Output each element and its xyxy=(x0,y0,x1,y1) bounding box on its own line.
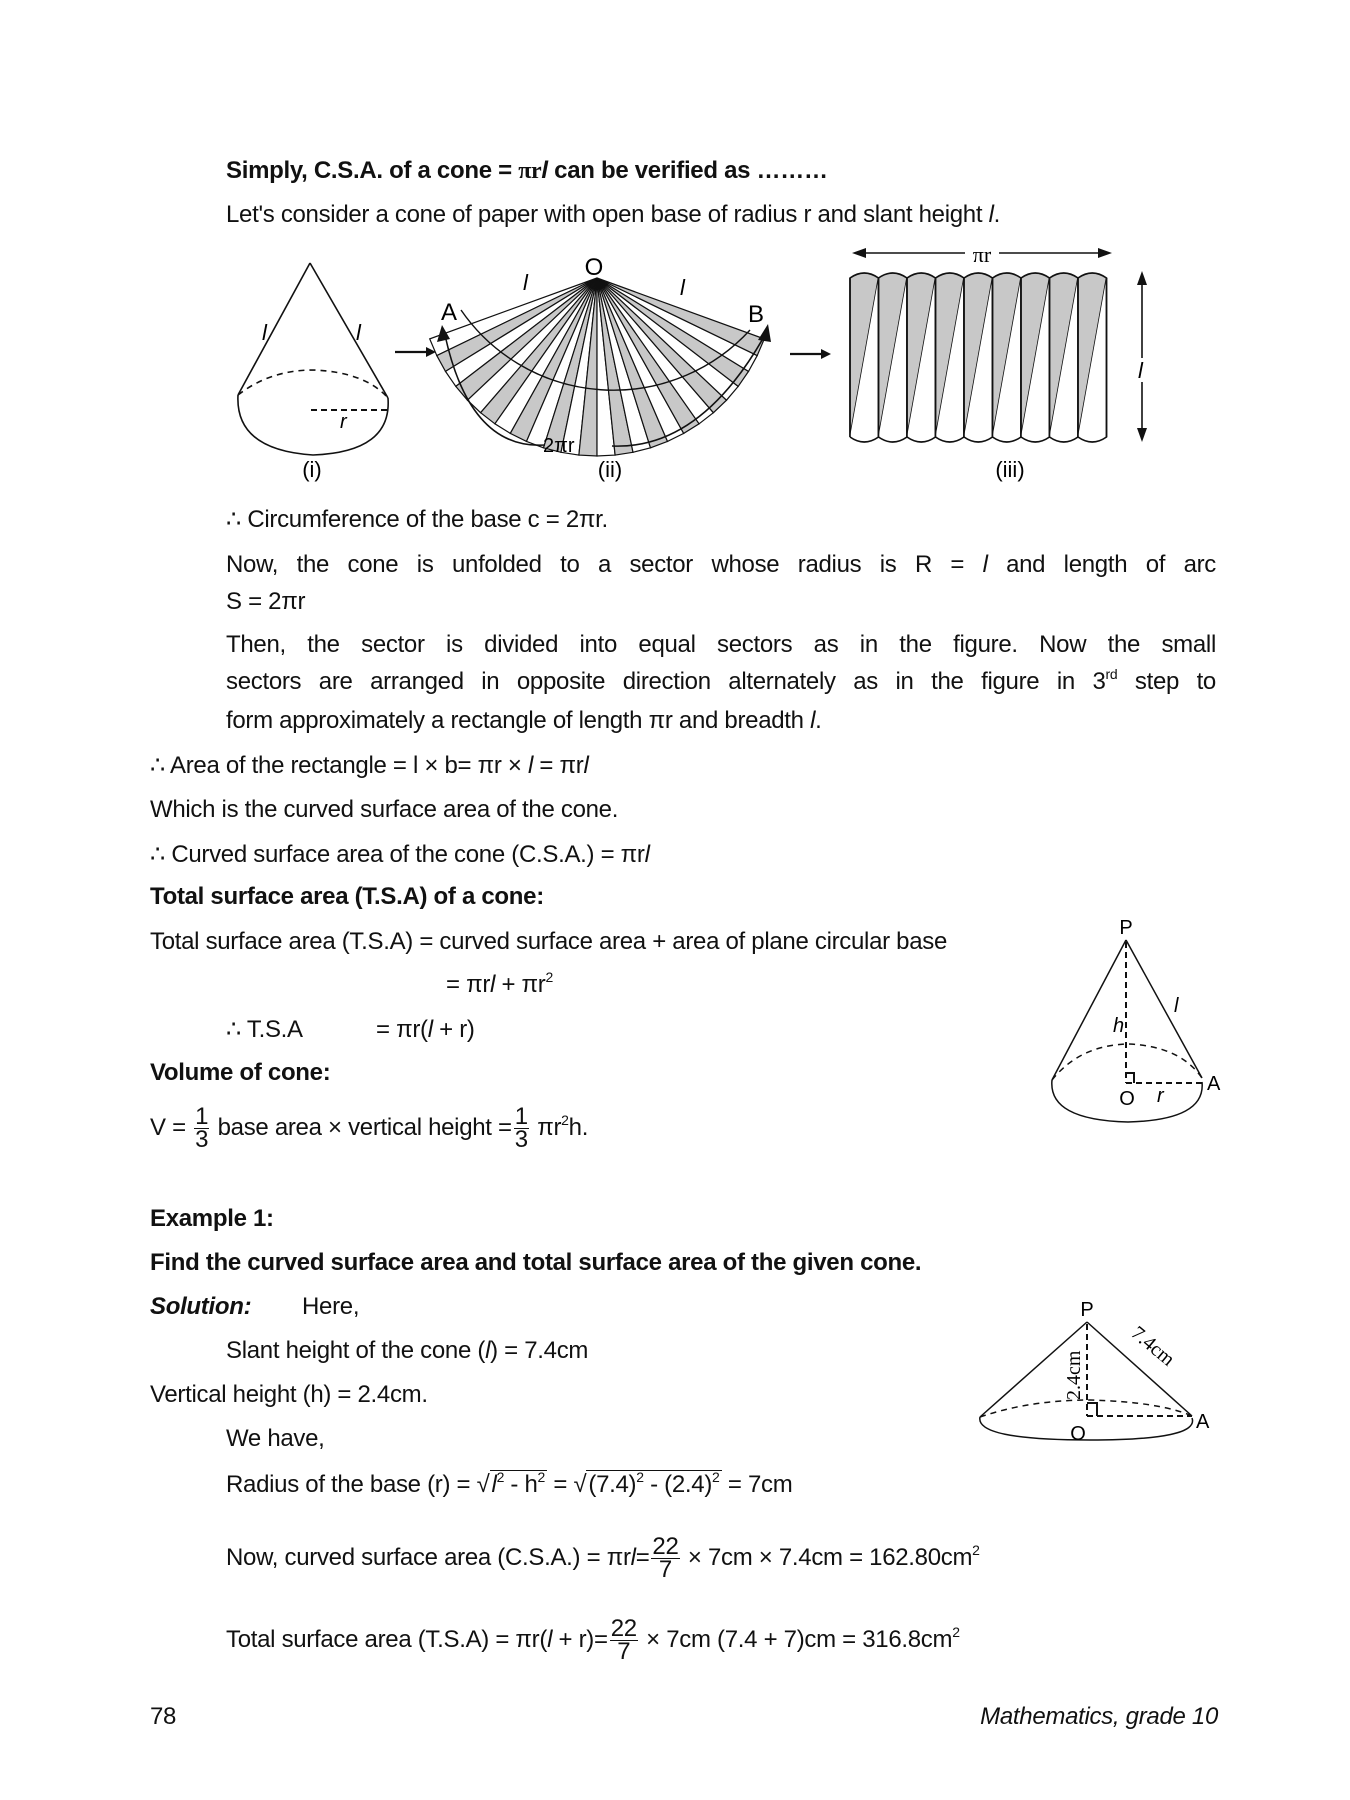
tsa-line-2-sup: 2 xyxy=(545,969,553,985)
solution-label: Solution: xyxy=(150,1293,252,1320)
caption-iii: (iii) xyxy=(995,457,1025,482)
caption-ii: (ii) xyxy=(597,457,623,482)
heading-l: l xyxy=(541,157,548,184)
sector-point-a-label: A xyxy=(441,299,458,326)
area-text-b: = πr xyxy=(533,752,584,779)
tsa-text-b: + r)= xyxy=(552,1625,608,1653)
area-l2: l xyxy=(583,752,589,779)
caption-i: (i) xyxy=(302,457,322,482)
csa-result-text: ∴ Curved surface area of the cone (C.S.A.) = πr xyxy=(150,841,645,868)
tsa-line-2-a: = πr xyxy=(446,971,491,998)
unfold-l: l xyxy=(982,551,988,578)
tsa-line-1: Total surface area (T.S.A) = curved surface area + area of plane circular base xyxy=(150,928,948,955)
sector-line-2-text: sectors are arranged in opposite direction alternately as in the figure in 3 xyxy=(226,668,1106,695)
cone-radius-label: r xyxy=(340,411,347,433)
example-center-o-label: O xyxy=(1070,1423,1086,1445)
tsa-heading: Total surface area (T.S.A) of a cone: xyxy=(150,883,544,910)
sqrt-a: (7.4) xyxy=(588,1471,637,1498)
tsa-line-3-b: + r) xyxy=(432,1016,475,1043)
sector-line-3-text: form approximately a rectangle of length πr and breadth xyxy=(226,707,811,734)
example-heading: Example 1: xyxy=(150,1205,274,1232)
slant-value: ) = 7.4cm xyxy=(490,1337,589,1364)
tsa-line-3-label: ∴ T.S.A xyxy=(226,1016,303,1043)
sector-line-3-l: l xyxy=(810,707,816,734)
volume-v: V = xyxy=(150,1113,193,1141)
csa-result: × 7cm × 7.4cm = 162.80cm xyxy=(681,1543,973,1571)
center-o-label: O xyxy=(1119,1088,1135,1110)
area-text: ∴ Area of the rectangle = l × b= πr × xyxy=(150,752,528,779)
example-slant-label: 7.4cm xyxy=(1126,1321,1179,1371)
sector-line-3-end: . xyxy=(815,707,822,734)
volume-end-b: h. xyxy=(568,1113,589,1141)
rect-breadth-label: l xyxy=(1138,358,1143,383)
rect-length-label: πr xyxy=(972,242,992,267)
intro-text: Let's consider a cone of paper with open base of radius r and slant height xyxy=(226,201,989,228)
tsa-line-2-l: l xyxy=(490,971,496,998)
intro-l: l xyxy=(988,201,994,228)
height-h-label: h xyxy=(1113,1015,1125,1037)
volume-sup: 2 xyxy=(561,1111,569,1128)
sqrt-sup: 2 xyxy=(496,1469,505,1485)
circumference-line: ∴ Circumference of the base c = 2πr. xyxy=(226,506,608,533)
cone-slant-left-label: l xyxy=(262,320,267,345)
sector-arc-label: 2πr xyxy=(543,435,575,457)
tsa-line-3-a: = πr( xyxy=(376,1016,428,1043)
slant-text: Slant height of the cone ( xyxy=(226,1337,486,1364)
sqrt-h: - h xyxy=(504,1471,538,1498)
sqrt-sup: 2 xyxy=(636,1469,644,1485)
csa-calc-line xyxy=(226,1533,980,1583)
csa-result-l: l xyxy=(644,841,650,868)
tsa-l: l xyxy=(547,1625,553,1653)
volume-heading: Volume of cone: xyxy=(150,1059,331,1086)
volume-end-a: πr xyxy=(530,1113,562,1141)
slant-l: l xyxy=(485,1337,491,1364)
tsa-line-2-b: + πr xyxy=(495,971,546,998)
tsa-sup: 2 xyxy=(952,1623,960,1640)
example-edge-a-label: A xyxy=(1196,1411,1210,1433)
slant-l-label: l xyxy=(1174,995,1179,1017)
tsa-line-3-l: l xyxy=(427,1016,433,1043)
ordinal-sup: rd xyxy=(1105,666,1118,682)
example-height-label: 2.4cm xyxy=(1063,1350,1085,1400)
heading-formula: πr xyxy=(518,158,542,184)
sector-radius-left-label: l xyxy=(523,270,528,295)
we-have-line: We have, xyxy=(226,1425,325,1452)
frac-num: 1 xyxy=(514,1103,528,1130)
example-question: Find the curved surface area and total surface area of the given cone. xyxy=(150,1249,922,1276)
radius-text: Radius of the base (r) = xyxy=(226,1471,477,1498)
sector-radius-right-label: l xyxy=(680,275,685,300)
frac-num: 1 xyxy=(195,1103,209,1130)
sqrt-icon: √ xyxy=(476,1471,490,1498)
sqrt-b: - (2.4) xyxy=(643,1471,713,1498)
csa-sup: 2 xyxy=(972,1541,980,1558)
unfold-line-2: S = 2πr xyxy=(226,588,306,615)
frac-den: 7 xyxy=(658,1556,672,1583)
frac-den: 3 xyxy=(195,1126,209,1153)
area-l: l xyxy=(528,752,534,779)
heading-text: Simply, C.S.A. of a cone = xyxy=(226,157,519,184)
heading-suffix: can be verified as ……… xyxy=(547,157,828,184)
sqrt-sup2: 2 xyxy=(537,1469,546,1485)
radius-r-label: r xyxy=(1157,1085,1164,1107)
csa-l: l xyxy=(630,1543,636,1571)
sqrt-sup2: 2 xyxy=(712,1469,720,1485)
unfold-text: Now, the cone is unfolded to a sector whose radius is R = xyxy=(226,551,983,578)
csa-text: Now, curved surface area (C.S.A.) = πr xyxy=(226,1543,631,1571)
example-apex-p-label: P xyxy=(1080,1299,1094,1321)
tsa-calc-line xyxy=(226,1615,960,1665)
apex-p-label: P xyxy=(1119,917,1133,939)
sector-vertex-label: O xyxy=(584,254,604,281)
frac-den: 7 xyxy=(617,1638,631,1665)
sqrt-icon: √ xyxy=(573,1471,587,1498)
tsa-text: Total surface area (T.S.A) = πr( xyxy=(226,1625,548,1653)
frac-num: 22 xyxy=(652,1533,679,1560)
tsa-result: × 7cm (7.4 + 7)cm = 316.8cm xyxy=(639,1625,953,1653)
fraction-22-7-2 xyxy=(610,1615,638,1665)
intro-suffix: . xyxy=(993,201,1001,228)
book-title: Mathematics, grade 10 xyxy=(980,1703,1218,1730)
volume-mid: base area × vertical height = xyxy=(211,1113,512,1141)
which-is-line: Which is the curved surface area of the cone. xyxy=(150,796,619,823)
sector-line-1-text: Then, the sector is divided into equal sectors as in the figure. Now the small xyxy=(226,631,1216,658)
solution-here: Here, xyxy=(302,1293,360,1320)
page-number: 78 xyxy=(150,1703,177,1730)
sector-point-b-label: B xyxy=(748,301,765,328)
frac-den: 3 xyxy=(514,1126,528,1153)
radius-eq: = xyxy=(547,1471,574,1498)
fraction-22-7 xyxy=(651,1533,679,1583)
unfold-text-b: and length of arc xyxy=(987,551,1217,578)
vertical-height-line: Vertical height (h) = 2.4cm. xyxy=(150,1381,428,1408)
cone-slant-right-label: l xyxy=(356,320,361,345)
radius-result: = 7cm xyxy=(721,1471,793,1498)
csa-eq: = xyxy=(635,1543,650,1571)
sqrt-l: l xyxy=(491,1471,497,1498)
frac-num: 22 xyxy=(610,1615,637,1642)
edge-a-label: A xyxy=(1207,1073,1221,1095)
sector-line-2-end: step to xyxy=(1117,668,1216,695)
